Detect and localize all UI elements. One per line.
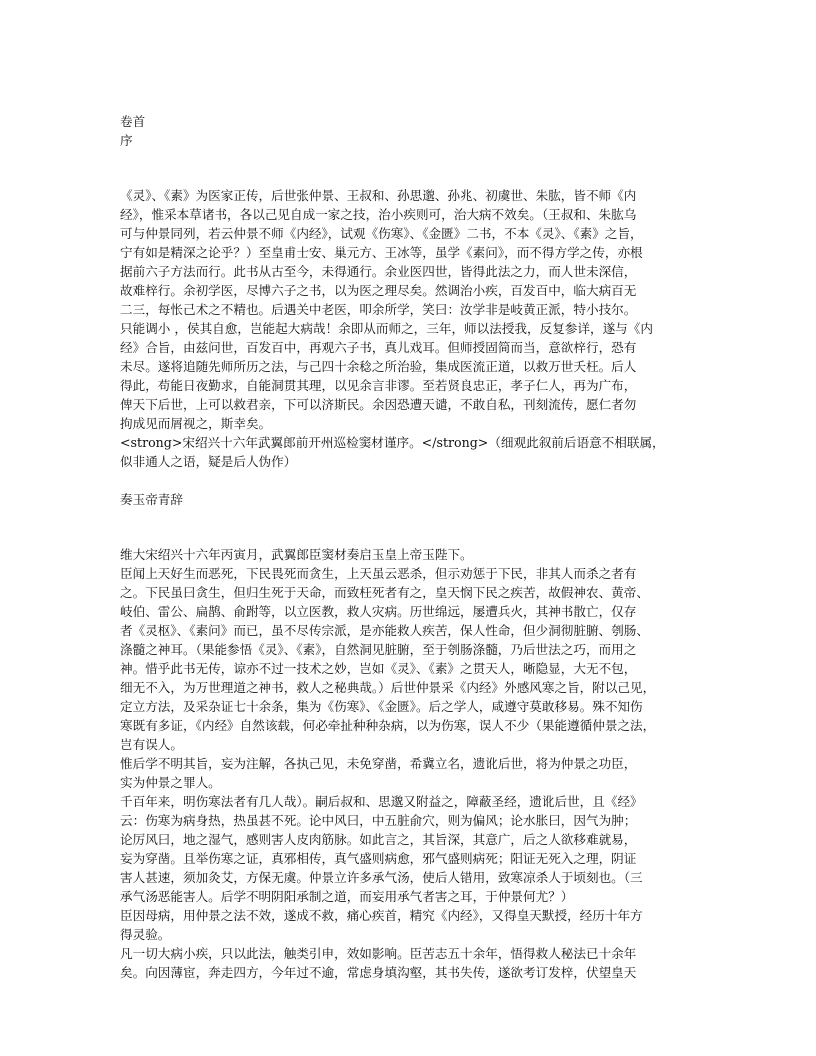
preface-line: 《灵》、《素》为医家正传，后世张仲景、王叔和、孙思邈、孙兆、初虞世、朱肱，皆不师《内: [120, 188, 637, 203]
memorial-line: 细无不入，为万世理道之神书，救人之秘典哉。）后世仲景采《内经》外感风寒之旨，附以己见，: [120, 680, 656, 695]
memorial-line: 承气汤恶能害人。后学不明阴阳承制之道，而妄用承气者害之耳，于仲景何尤？）: [120, 889, 574, 904]
memorial-line: 矣。向因薄宦，奔走四方，今年过不逾，常虑身填沟壑，其书失传，遂欲考订发梓，伏望皇天: [120, 965, 637, 980]
memorial-line: 害人甚速，须加灸艾，方保无虞。仲景立许多承气汤，使后人错用，致寒凉杀人于顷刻也。（三: [120, 870, 643, 885]
spacer: [120, 509, 696, 545]
spacer: [120, 471, 696, 490]
memorial-line: 妄为穿凿。且举伤寒之证，真邪相传，真气盛则病愈，邪气盛则病死；阳证无死入之理，阴证: [120, 851, 637, 866]
preface-line: 只能调小 ，侯其自愈，岂能起大病哉！余即从而师之，三年，师以法授我，反复参详，遂与《内: [120, 321, 653, 336]
document-page: [120, 112, 696, 982]
preface-line: 据前六子方法而行。此书从古至今，未得通行。余业医四世，皆得此法之力，而人世未深信，: [120, 264, 637, 279]
preface-block: [120, 186, 696, 471]
memorial-line: 岐伯、雷公、扁鹊、俞跗等，以立医教，救人灾病。历世绵远，屡遭兵火，其神书散亡，仅存: [120, 604, 637, 619]
preface-line: 可与仲景同列，若云仲景不师《内经》，试观《伤寒》、《金匮》二书，不本《灵》、《素》之旨，: [120, 226, 643, 241]
memorial-line: 得灵验。: [120, 927, 171, 942]
preface-line: 未尽。遂将追随先师所历之法，与己四十余稔之所治验，集成医流正道，以救万世夭枉。后人: [120, 359, 637, 374]
preface-line: 得此，苟能日夜勤求，自能洞贯其理，以见余言非谬。至若贤良忠正，孝子仁人，再为广布，: [120, 378, 637, 393]
memorial-line: 千百年来，明伤寒法者有几人哉）。嗣后叔和、思邈又附益之，障蔽圣经，遗讹后世，且《经》: [120, 794, 643, 809]
preface-line: 二三，每怅己术之不精也。后遇关中老医，叩余所学，笑曰：汝学非是岐黄正派，特小技尔。: [120, 302, 637, 317]
memorial-line: 岂有误人。: [120, 737, 183, 752]
memorial-line: 定立方法，及采杂证七十余条，集为《伤寒》、《金匮》。后之学人，咸遵守莫敢移易。殊不知伤: [120, 699, 643, 714]
memorial-title: 奏玉帝青辞: [120, 492, 183, 507]
preface-signature-line: <strong>宋绍兴十六年武翼郎前开州巡检窦材谨序。</strong>（细观此叙前后语意不相联属，: [120, 435, 665, 450]
preface-line: 故难梓行。余初学医，尽博六子之书，以为医之理尽矣。然调治小疾，百发百中，临大病百无: [120, 283, 637, 298]
memorial-line: 惟后学不明其旨，妄为注解，各执己见，未免穿凿，希冀立名，遗讹后世，将为仲景之功臣，: [120, 756, 637, 771]
memorial-line: 寒既有多证，《内经》自然该载，何必牵扯种种杂病，以为伤寒，误人不少（果能遵循仲景之法，: [120, 718, 656, 733]
memorial-line: 论厉风曰，地之湿气，感则害人皮肉筋脉。如此言之，其旨深，其意广，后之人欲移难就易，: [120, 832, 637, 847]
memorial-line: 凡一切大病小疾，只以此法，触类引申，效如影响。臣苦志五十余年，悟得救人秘法已十余年: [120, 946, 637, 961]
preface-line: 俾天下后世，上可以救君亲，下可以济斯民。余因恐遭天谴，不敢自私，刊刻流传，愿仁者勿: [120, 397, 637, 412]
memorial-line: 臣闻上天好生而恶死，下民畏死而贪生，上天虽云恶杀，但示劝惩于下民，非其人而杀之者有: [120, 566, 637, 581]
preface-line: 经》，惟采本草诸书，各以己见自成一家之技，治小疾则可，治大病不效矣。（王叔和、朱肱乌: [120, 207, 637, 222]
preface-line: 经》合旨，由兹问世，百发百中，再观六子书，真儿戏耳。但师授固简而当，意欲梓行，恐有: [120, 340, 637, 355]
volume-heading: 卷首: [120, 114, 146, 129]
preface-line: 似非通人之语，疑是后人伪作）: [120, 454, 297, 469]
memorial-block: [120, 545, 696, 982]
memorial-line: 实为仲景之罪人。: [120, 775, 221, 790]
memorial-line: 之。下民虽曰贪生，但归生死于天命，而致枉死者有之，皇天悯下民之疾苦，故假神农、黄帝、: [120, 585, 649, 600]
memorial-line: 涤髓之神耳。（果能参悟《灵》、《素》，自然洞见脏腑，至于刳肠涤髓，乃后世法之巧，而用之: [120, 642, 637, 657]
memorial-line: 云：伤寒为病身热，热虽甚不死。论中风曰，中五脏俞穴，则为偏风；论水胀曰，因气为肿；: [120, 813, 637, 828]
preface-line: 拘成见而屑视之，斯幸矣。: [120, 416, 272, 431]
memorial-line: 臣因母病，用仲景之法不效，遂成不救，痛心疾首，精究《内经》，又得皇天默授，经历十年方: [120, 908, 643, 923]
memorial-line: 维大宋绍兴十六年丙寅月，武翼郎臣窦材奏启玉皇上帝玉陛下。: [120, 547, 473, 562]
section-heading: 序: [120, 133, 133, 148]
memorial-line: 神。惜乎此书无传，谅亦不过一技术之妙，岂如《灵》、《素》之贯天人，晰隐显，大无不包，: [120, 661, 637, 676]
spacer: [120, 150, 696, 186]
preface-line: 宁有如是精深之论乎？）至皇甫士安、巢元方、王冰等，虽学《素问》，而不得方学之传，亦根: [120, 245, 643, 260]
memorial-line: 者《灵枢》、《素问》而已，虽不尽传宗派，是亦能救人疾苦，保人性命，但少洞彻脏腑、刳肠、: [120, 623, 649, 638]
